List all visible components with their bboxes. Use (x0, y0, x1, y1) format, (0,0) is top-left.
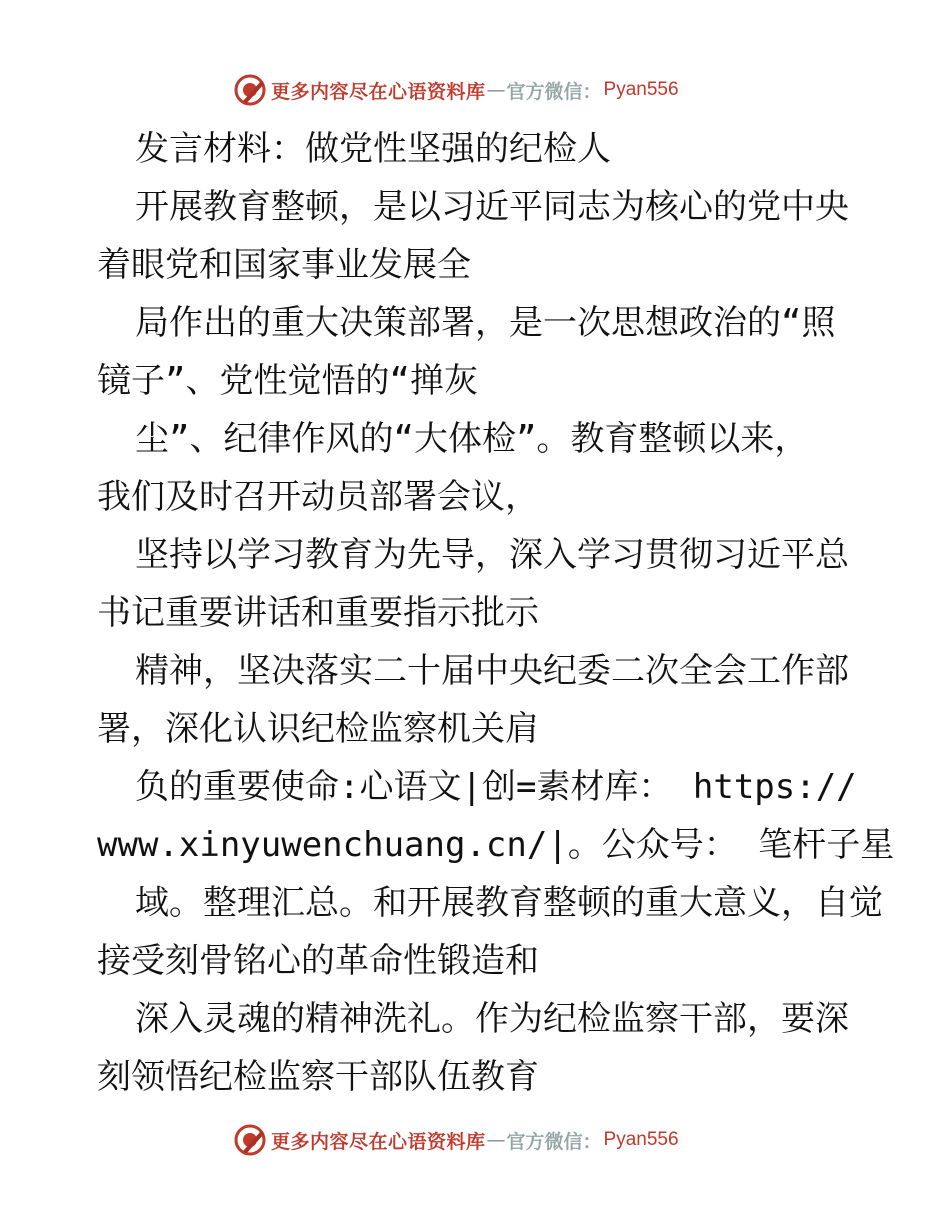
watermark-wechat-label: 官方微信： (506, 80, 602, 103)
footer-watermark (233, 1123, 679, 1157)
logo-icon (233, 1123, 267, 1157)
paragraph-line: 精神，坚决落实二十届中央纪委二次全会工作部 (135, 651, 849, 691)
paragraph-line: 域。整理汇总。和开展教育整顿的重大意义，自觉 (135, 883, 883, 923)
document-body (97, 120, 895, 1106)
watermark-dash: — (486, 1129, 506, 1151)
paragraph-line: 尘”、纪律作风的“大体检”。教育整顿以来， (135, 419, 809, 459)
paragraph-line: www.xinyuwenchuang.cn/|。公众号： 笔杆子星 (97, 825, 895, 865)
watermark-wechat-label: 官方微信： (506, 1130, 602, 1153)
watermark-wechat-id: Pyan556 (603, 1129, 679, 1150)
paragraph-line: 开展教育整顿，是以习近平同志为核心的党中央 (135, 187, 849, 227)
paragraph-line: 局作出的重大决策部署，是一次思想政治的“照 (135, 303, 836, 343)
paragraph-line: 我们及时召开动员部署会议， (97, 477, 539, 517)
paragraph-line: 刻领悟纪检监察干部队伍教育 (97, 1057, 539, 1097)
document-title: 发言材料：做党性坚强的纪检人 (135, 129, 611, 169)
paragraph-line: 深入灵魂的精神洗礼。作为纪检监察干部，要深 (135, 999, 849, 1039)
logo-icon (233, 73, 267, 107)
watermark-main-text: 更多内容尽在心语资料库 (271, 80, 486, 103)
paragraph-line: 着眼党和国家事业发展全 (97, 245, 471, 285)
paragraph-line: 镜子”、党性觉悟的“掸灰 (97, 361, 478, 401)
paragraph-line: 坚持以学习教育为先导，深入学习贯彻习近平总 (135, 535, 849, 575)
paragraph-line: 署，深化认识纪检监察机关肩 (97, 709, 539, 749)
paragraph-line: 负的重要使命:心语文|创=素材库： https:// (135, 767, 857, 807)
paragraph-line: 书记重要讲话和重要指示批示 (97, 593, 539, 633)
watermark-dash: — (486, 79, 506, 101)
paragraph-line: 接受刻骨铭心的革命性锻造和 (97, 941, 539, 981)
header-watermark (233, 73, 679, 107)
watermark-wechat-id: Pyan556 (603, 79, 679, 100)
watermark-main-text: 更多内容尽在心语资料库 (271, 1130, 486, 1153)
